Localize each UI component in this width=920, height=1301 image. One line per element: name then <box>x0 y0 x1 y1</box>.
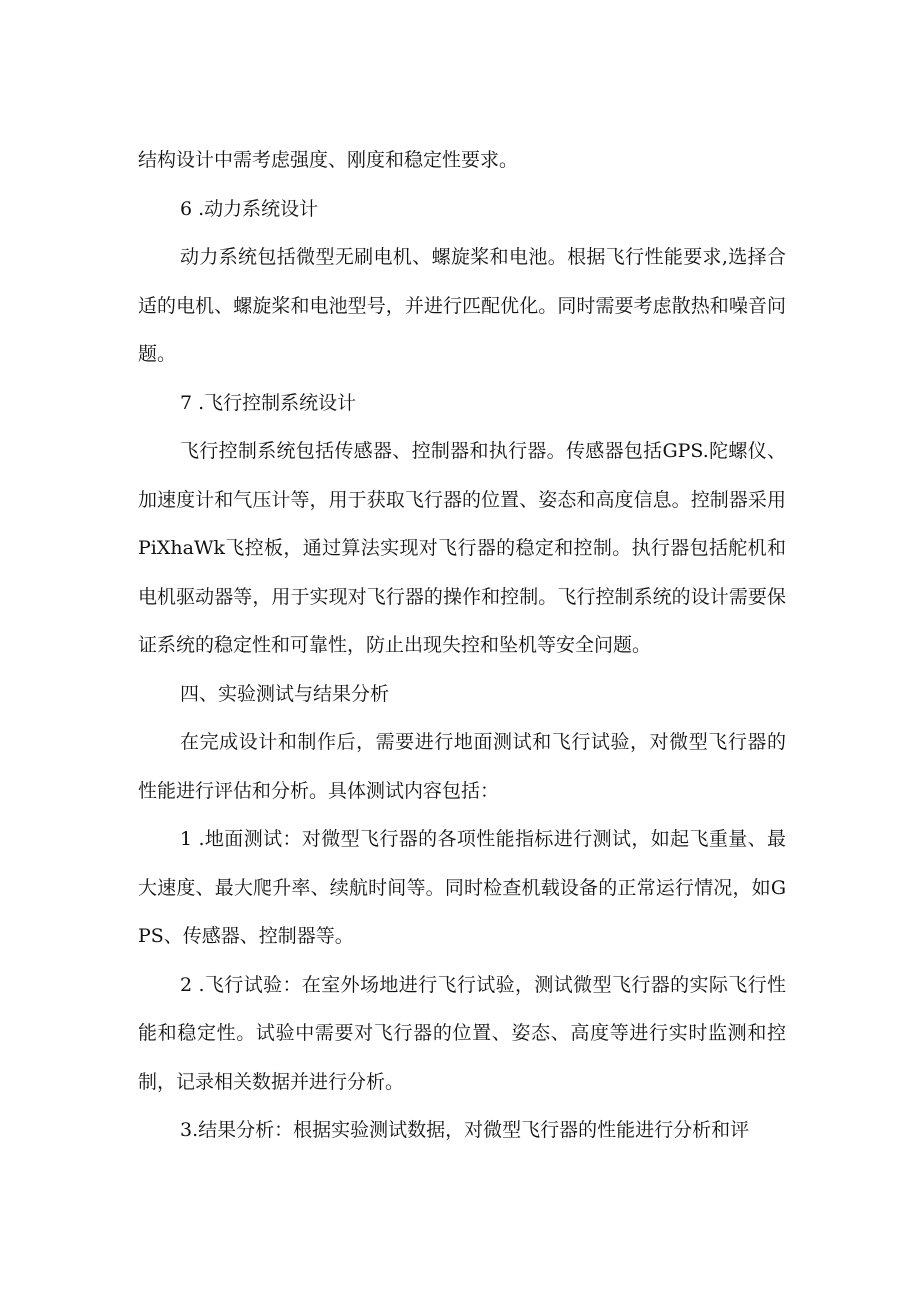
document-page <box>138 136 786 1155</box>
paragraph-structure-note: 结构设计中需考虑强度、刚度和稳定性要求。 <box>138 149 519 171</box>
heading-flight-control: 7 .飞行控制系统设计 <box>180 391 357 414</box>
paragraph-flight-control: 飞行控制系统包括传感器、控制器和执行器。传感器包括GPS.陀螺仪、加速度计和气压计等，用于获取飞行器的位置、姿态和高度信息。控制器采用PiXhaWk飞控板，通过算法实现对飞行器的稳定和控制。执行器包括舵机和电机驱动器等，用于实现对飞行器的操作和控制。飞行控制系统的设计需要保证系统的稳定性和可靠性，防止出现失控和坠机等安全问题。 <box>138 440 786 656</box>
paragraph-result-analysis: 3.结果分析：根据实验测试数据，对微型飞行器的性能进行分析和评 <box>180 1119 750 1141</box>
paragraph-experiment-intro: 在完成设计和制作后，需要进行地面测试和飞行试验，对微型飞行器的性能进行评估和分析。具体测试内容包括： <box>138 731 786 802</box>
heading-experiment: 四、实验测试与结果分析 <box>180 682 390 705</box>
paragraph-ground-test: 1 .地面测试：对微型飞行器的各项性能指标进行测试，如起飞重量、最大速度、最大爬升率、续航时间等。同时检查机载设备的正常运行情况，如GPS、传感器、控制器等。 <box>138 828 786 947</box>
paragraph-flight-test: 2 .飞行试验：在室外场地进行飞行试验，测试微型飞行器的实际飞行性能和稳定性。试验中需要对飞行器的位置、姿态、高度等进行实时监测和控制，记录相关数据并进行分析。 <box>138 973 786 1093</box>
paragraph-power-system: 动力系统包括微型无刷电机、螺旋桨和电池。根据飞行性能要求,选择合适的电机、螺旋桨和电池型号，并进行匹配优化。同时需要考虑散热和噪音问题。 <box>138 246 786 365</box>
heading-power-system: 6 .动力系统设计 <box>180 197 319 220</box>
